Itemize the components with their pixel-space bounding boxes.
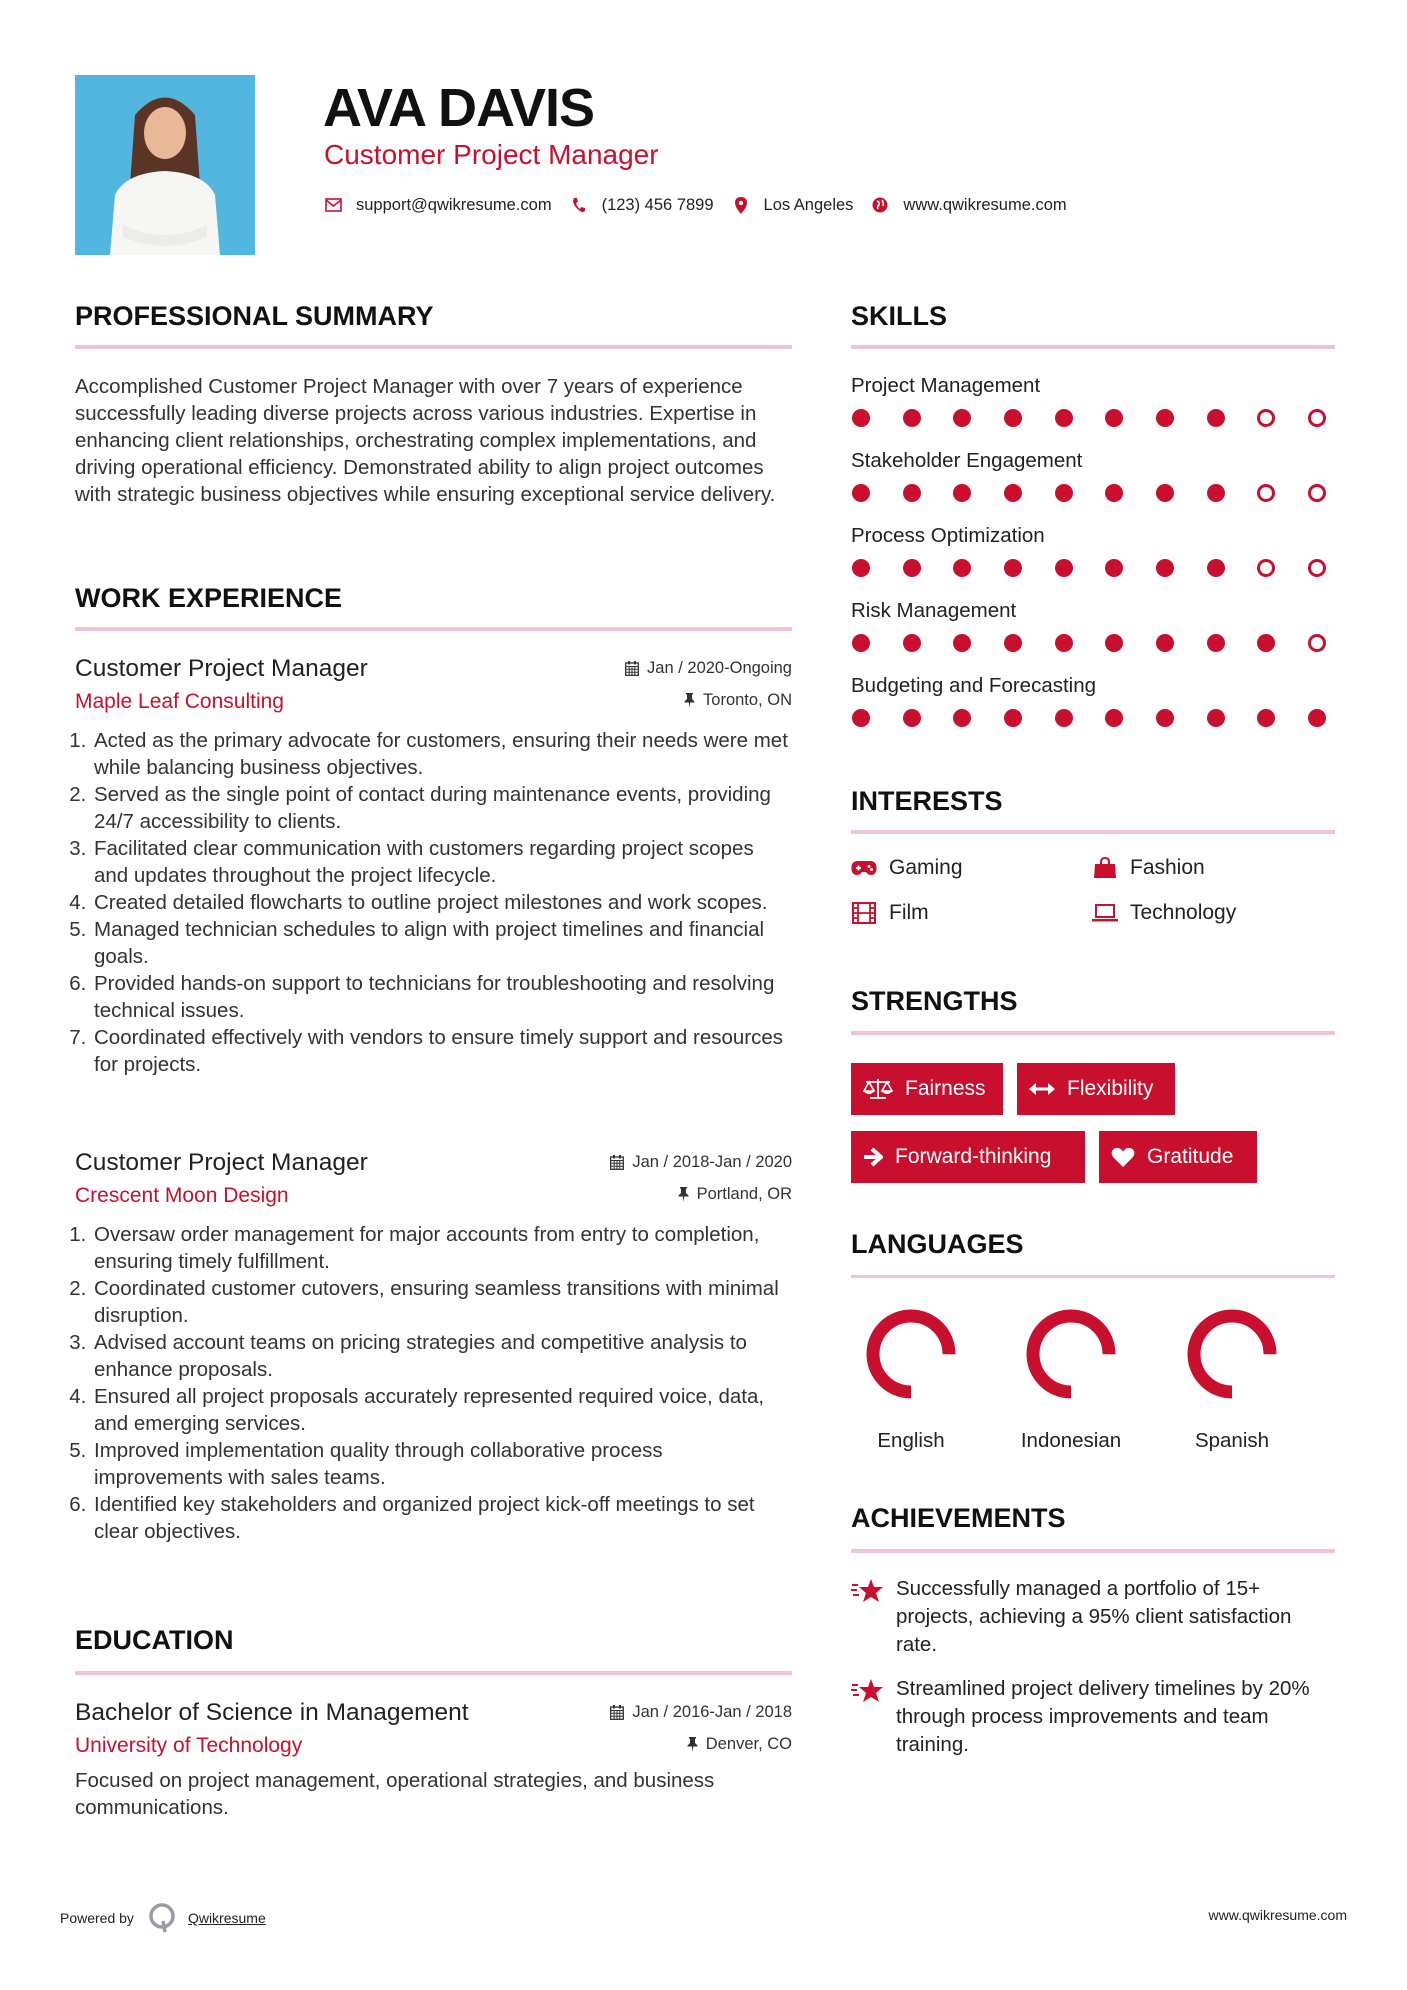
strength-badge (851, 1131, 1085, 1183)
footer-branding (60, 1903, 266, 1933)
contact-row (324, 192, 1085, 218)
arrows-horizontal-icon (1029, 1082, 1055, 1096)
rating-dot-filled (953, 709, 971, 727)
language-proficiency-arc (1194, 1316, 1270, 1392)
job-dates: Jan / 2018-Jan / 2020 (610, 1153, 792, 1172)
rating-dot-filled (953, 559, 971, 577)
rating-dot-filled (1055, 634, 1073, 652)
language-ring (1187, 1309, 1277, 1399)
skill-item (851, 598, 1335, 673)
strength-badge (1017, 1063, 1175, 1115)
language-item (1162, 1309, 1302, 1453)
interest-item (1092, 856, 1205, 880)
section-divider (75, 627, 792, 631)
language-proficiency-arc (873, 1316, 949, 1392)
rating-dot-filled (903, 634, 921, 652)
skill-item (851, 448, 1335, 523)
bullet-item: 3. Advised account teams on pricing strategies and competitive analysis to enhance proposals. (92, 1329, 792, 1383)
rating-dot-filled (1105, 484, 1123, 502)
pushpin-icon (678, 1187, 689, 1202)
rating-dot-empty (1257, 559, 1275, 577)
rating-dot-filled (1004, 484, 1022, 502)
rating-dot-filled (852, 709, 870, 727)
interest-label: Fashion (1130, 856, 1205, 879)
bullet-item: 6. Provided hands-on support to technicians for troubleshooting and resolving technical issues. (92, 970, 792, 1024)
job-location: Toronto, ON (684, 691, 792, 710)
strengths-heading: STRENGTHS (851, 986, 1018, 1016)
job-bullets (75, 1221, 792, 1545)
balance-scale-icon (863, 1078, 893, 1100)
skill-name: Budgeting and Forecasting (851, 674, 1097, 697)
skill-name: Process Optimization (851, 524, 1045, 547)
achievement-item (851, 1675, 1331, 1759)
rating-dot-empty (1257, 484, 1275, 502)
skill-name: Project Management (851, 374, 1041, 397)
skill-rating (852, 559, 1326, 579)
powered-by-label: Powered by (60, 1910, 134, 1926)
gamepad-icon (851, 858, 877, 878)
school: University of Technology (75, 1734, 303, 1757)
rating-dot-filled (1207, 559, 1225, 577)
interest-item (851, 901, 929, 925)
rating-dot-filled (903, 709, 921, 727)
job-company: Crescent Moon Design (75, 1184, 289, 1207)
achievement-text: Successfully managed a portfolio of 15+ projects, achieving a 95% client satisfaction rate. (896, 1577, 1292, 1656)
job-company: Maple Leaf Consulting (75, 690, 284, 713)
rating-dot-filled (1257, 634, 1275, 652)
strength-badge (1099, 1131, 1257, 1183)
bullet-item: 1. Oversaw order management for major accounts from entry to completion, ensuring timely fulfillment. (92, 1221, 792, 1275)
interest-label: Gaming (889, 856, 963, 879)
bullet-item: 5. Managed technician schedules to align with project timelines and financial goals. (92, 916, 792, 970)
shooting-star-icon (851, 1675, 896, 1759)
rating-dot-filled (1207, 409, 1225, 427)
contact-location: Los Angeles (763, 195, 854, 214)
education-description: Focused on project management, operational strategies, and business communications. (75, 1769, 715, 1819)
arrow-right-icon (863, 1147, 883, 1167)
strength-label: Flexibility (1067, 1077, 1154, 1100)
interest-label: Technology (1130, 901, 1237, 924)
strength-label: Gratitude (1147, 1145, 1234, 1168)
achievement-text: Streamlined project delivery timelines by 20% through process improvements and team training. (896, 1677, 1310, 1756)
language-item (1001, 1309, 1141, 1453)
education-entry (75, 1697, 792, 1821)
language-name: Spanish (1194, 1429, 1270, 1452)
rating-dot-filled (1004, 634, 1022, 652)
rating-dot-empty (1308, 559, 1326, 577)
skill-item (851, 523, 1335, 598)
interest-item (1092, 901, 1236, 925)
experience-heading: WORK EXPERIENCE (75, 583, 343, 613)
calendar-icon (625, 661, 639, 676)
film-icon (851, 903, 877, 923)
skills-list (851, 373, 1335, 748)
rating-dot-filled (903, 559, 921, 577)
strength-label: Fairness (905, 1077, 986, 1100)
rating-dot-filled (1055, 559, 1073, 577)
rating-dot-filled (953, 409, 971, 427)
rating-dot-filled (1105, 559, 1123, 577)
interests-heading: INTERESTS (851, 786, 1003, 816)
rating-dot-filled (903, 484, 921, 502)
rating-dot-filled (1105, 634, 1123, 652)
bullet-item: 6. Identified key stakeholders and organized project kick-off meetings to set clear objectives. (92, 1491, 792, 1545)
contact-website[interactable]: www.qwikresume.com (903, 195, 1067, 214)
language-item (841, 1309, 981, 1453)
skill-item (851, 373, 1335, 448)
rating-dot-filled (1156, 709, 1174, 727)
job-location: Portland, OR (678, 1185, 792, 1204)
profile-photo (75, 75, 255, 255)
section-divider (851, 1549, 1335, 1553)
language-name: English (877, 1429, 945, 1452)
rating-dot-filled (1004, 559, 1022, 577)
rating-dot-empty (1308, 409, 1326, 427)
section-divider (851, 1031, 1335, 1035)
calendar-icon (610, 1705, 624, 1720)
rating-dot-filled (1156, 409, 1174, 427)
education-location: Denver, CO (687, 1735, 792, 1754)
contact-phone[interactable]: (123) 456 7899 (601, 195, 714, 214)
summary-text: Accomplished Customer Project Manager with over 7 years of experience successfully leading diverse projects across various industries. Expertise in enhancing client relationships, orchestrating complex implementations, and driving operational efficiency. Demonstrated ability to align project outcomes with strategic business objectives while ensuring exceptional service delivery. (75, 375, 776, 506)
bullet-item: 1. Acted as the primary advocate for customers, ensuring their needs were met while balancing business objectives. (92, 727, 792, 781)
bullet-item: 2. Served as the single point of contact during maintenance events, providing 24/7 accessibility to clients. (92, 781, 792, 835)
achievements-heading: ACHIEVEMENTS (851, 1503, 1066, 1533)
job-entry (75, 653, 792, 1078)
rating-dot-filled (953, 484, 971, 502)
candidate-title: Customer Project Manager (324, 139, 659, 170)
language-proficiency-arc (1033, 1316, 1109, 1392)
rating-dot-filled (1156, 559, 1174, 577)
rating-dot-empty (1308, 484, 1326, 502)
language-ring (866, 1309, 956, 1399)
section-divider (851, 345, 1335, 349)
pushpin-icon (684, 693, 695, 708)
rating-dot-filled (903, 409, 921, 427)
calendar-icon (610, 1155, 624, 1170)
section-divider (75, 1671, 792, 1675)
skills-heading: SKILLS (851, 301, 948, 331)
achievement-item (851, 1575, 1331, 1659)
interest-item (851, 856, 963, 880)
skill-rating (852, 409, 1326, 429)
rating-dot-filled (852, 559, 870, 577)
rating-dot-filled (1156, 484, 1174, 502)
contact-email[interactable]: support@qwikresume.com (356, 195, 552, 214)
rating-dot-filled (1308, 709, 1326, 727)
skill-rating (852, 484, 1326, 504)
rating-dot-filled (1055, 409, 1073, 427)
shopping-bag-icon (1092, 858, 1118, 878)
education-dates: Jan / 2016-Jan / 2018 (610, 1703, 792, 1722)
qwikresume-logo-icon (148, 1903, 176, 1933)
bullet-item: 4. Created detailed flowcharts to outline project milestones and work scopes. (92, 889, 792, 916)
skill-name: Risk Management (851, 599, 1017, 622)
skill-rating (852, 709, 1326, 729)
brand-link[interactable]: Qwikresume (187, 1910, 266, 1926)
rating-dot-filled (1207, 634, 1225, 652)
job-dates: Jan / 2020-Ongoing (625, 659, 792, 678)
job-entry (75, 1147, 792, 1545)
section-divider (851, 830, 1335, 834)
job-role: Customer Project Manager (75, 655, 368, 682)
rating-dot-filled (1257, 709, 1275, 727)
envelope-icon (324, 196, 342, 214)
skill-item (851, 673, 1335, 748)
job-role: Customer Project Manager (75, 1149, 368, 1176)
rating-dot-filled (1004, 709, 1022, 727)
rating-dot-filled (1055, 484, 1073, 502)
rating-dot-filled (953, 634, 971, 652)
heart-icon (1111, 1147, 1135, 1168)
skill-name: Stakeholder Engagement (851, 449, 1083, 472)
degree: Bachelor of Science in Management (75, 1699, 469, 1726)
summary-heading: PROFESSIONAL SUMMARY (75, 301, 434, 331)
rating-dot-empty (1257, 409, 1275, 427)
strength-badge (851, 1063, 1003, 1115)
candidate-name: AVA DAVIS (323, 78, 595, 138)
rating-dot-filled (1207, 709, 1225, 727)
rating-dot-filled (1055, 709, 1073, 727)
phone-icon (570, 196, 588, 214)
shooting-star-icon (851, 1575, 896, 1659)
globe-icon (871, 196, 889, 214)
language-ring (1026, 1309, 1116, 1399)
languages-heading: LANGUAGES (851, 1229, 1024, 1259)
rating-dot-filled (1105, 709, 1123, 727)
bullet-item: 3. Facilitated clear communication with customers regarding project scopes and updates throughout the project lifecycle. (92, 835, 792, 889)
rating-dot-filled (1105, 409, 1123, 427)
section-divider (851, 1275, 1335, 1278)
person-photo-icon (75, 75, 255, 255)
language-name: Indonesian (1020, 1429, 1122, 1452)
rating-dot-filled (1207, 484, 1225, 502)
footer-website[interactable]: www.qwikresume.com (1208, 1907, 1347, 1923)
rating-dot-filled (1156, 634, 1174, 652)
map-pin-icon (732, 196, 750, 214)
rating-dot-empty (1308, 634, 1326, 652)
pushpin-icon (687, 1737, 698, 1752)
job-bullets (75, 727, 792, 1078)
bullet-item: 2. Coordinated customer cutovers, ensuring seamless transitions with minimal disruption. (92, 1275, 792, 1329)
bullet-item: 5. Improved implementation quality through collaborative process improvements with sales teams. (92, 1437, 792, 1491)
bullet-item: 4. Ensured all project proposals accurately represented required voice, data, and emerging services. (92, 1383, 792, 1437)
education-heading: EDUCATION (75, 1625, 234, 1655)
skill-rating (852, 634, 1326, 654)
rating-dot-filled (1004, 409, 1022, 427)
section-divider (75, 345, 792, 349)
bullet-item: 7. Coordinated effectively with vendors to ensure timely support and resources for projects. (92, 1024, 792, 1078)
interest-label: Film (889, 901, 929, 924)
strength-label: Forward-thinking (895, 1145, 1052, 1168)
laptop-icon (1092, 903, 1118, 923)
rating-dot-filled (852, 634, 870, 652)
rating-dot-filled (852, 409, 870, 427)
rating-dot-filled (852, 484, 870, 502)
